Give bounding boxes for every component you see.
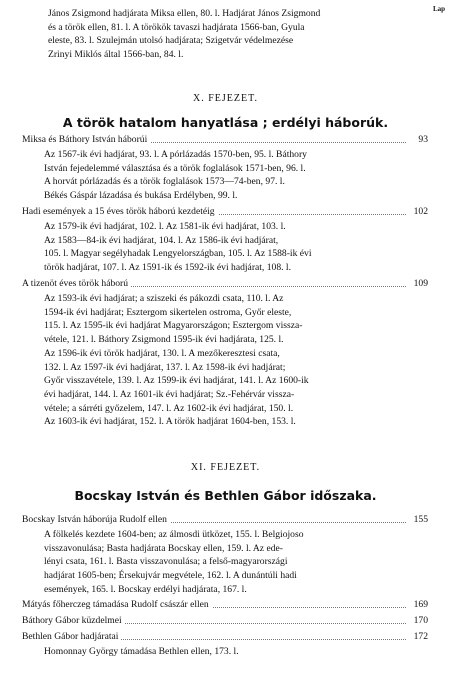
- entry-page: 170: [411, 614, 428, 628]
- text-line: 115. l. Az 1595-ik évi hadjárat Magyarországon; Esztergom vissza-: [44, 320, 303, 332]
- text-line: István fejedelemmé választása és a török foglalások 1571-ben, 96. l.: [44, 162, 306, 174]
- text-line: lényi csata, 161. l. Basta visszavonulása; a felső-magyarországi: [44, 556, 288, 568]
- text-line: Az 1579-ik évi hadjárat, 102. l. Az 1581-ik évi hadjárat, 103. l.: [44, 221, 286, 232]
- text-line: Az 1583—84-ik évi hadjárat, 104. l. Az 1586-ik évi hadjárat,: [44, 234, 279, 246]
- text-line: A horvát pórlázadás és a török foglalások 1573—74-ben, 97. l.: [44, 176, 285, 188]
- toc-entry: [22, 277, 428, 291]
- text-line: vétele; a sárréti győzelem, 147. l. Az 1602-ik évi hadjárat, 150. l.: [44, 402, 294, 414]
- entry-page: 93: [415, 133, 428, 147]
- text-line: visszavonulása; Basta hadjárata Bocskay ellen, 159. l. Az ede-: [44, 542, 283, 554]
- entry-title: Mátyás főherczeg támadása Rudolf császár ellen: [22, 598, 212, 612]
- entry-details: [44, 148, 428, 203]
- entry-title: A tizenöt éves török háború: [22, 277, 131, 291]
- text-line: hadjárat 1605-ben; Érsekujvár megvétele, 162. l. A dunántúli hadi: [44, 570, 297, 582]
- intro-block: [0, 7, 451, 62]
- entry-details: [44, 528, 428, 597]
- text-line: évi hadjárat, 144. l. Az 1601-ik évi hadjárat; Sz.-Fehérvár vissza-: [44, 388, 295, 400]
- text-line: eleste, 83. l. Szulejmán utolsó hadjárata; Szigetvár védelmezése: [48, 35, 294, 47]
- entry-page: 155: [411, 513, 428, 527]
- toc-entry: [22, 513, 428, 527]
- text-line: és a török ellen, 81. l. A törökök tavaszi hadjárata 1566-ban, Gyula: [48, 21, 305, 33]
- entry-page: 169: [411, 598, 428, 612]
- text-line: 105. l. Magyar segélyhadak Lengyelországban, 105. l. Az 1588-ik évi: [44, 248, 312, 260]
- text-line: Az 1567-ik évi hadjárat, 93. l. A pórlázadás 1570-ben, 95. l. Báthory: [44, 149, 307, 160]
- text-line: események, 165. l. Bocskay erdélyi hadjárata, 167. l.: [44, 583, 247, 595]
- entry-title: Bethlen Gábor hadjáratai: [22, 630, 121, 644]
- text-line: 132. l. Az 1597-ik évi hadjárat, 137. l. Az 1598-ik évi hadjárat;: [44, 361, 286, 373]
- toc-entry: [22, 133, 428, 147]
- text-line: Az 1596-ik évi török hadjárat, 130. l. A mezőkeresztesi csata,: [44, 347, 280, 359]
- text-line: Győr visszavétele, 139. l. Az 1599-ik évi hadjárat, 141. l. Az 1600-ik: [44, 375, 309, 387]
- text-line: János Zsigmond hadjárata Miksa ellen, 80. l. Hadjárat János Zsigmond: [48, 8, 321, 19]
- text-line: 1594-ik évi hadjárat; Esztergom sikertelen ostroma, Győr eleste,: [44, 306, 292, 318]
- entry-details: [44, 220, 428, 275]
- text-line: Zrinyi Miklós által 1566-ban, 84. l.: [48, 49, 184, 61]
- chapter-number: XI. FEJEZET.: [190, 462, 261, 473]
- toc-entry: [22, 614, 428, 628]
- toc-entry: [22, 205, 428, 219]
- entry-details: [44, 292, 428, 429]
- text-line: Az 1593-ik évi hadjárat; a sziszeki és pákozdi csata, 110. l. Az: [44, 293, 284, 304]
- text-line: török hadjárat, 107. l. Az 1591-ik és 1592-ik évi hadjárat, 108. l.: [44, 262, 291, 274]
- entry-title: Miksa és Báthory István háborúi: [22, 133, 150, 147]
- entry-page: 102: [411, 205, 428, 219]
- toc-entry: [22, 598, 428, 612]
- text-line: vétele, 121. l. Báthory Zsigmond 1595-ik évi hadjárata, 125. l.: [44, 334, 284, 346]
- chapter-title: A török hatalom hanyatlása ; erdélyi háborúk.: [62, 115, 389, 130]
- page-header: Lap: [432, 5, 445, 13]
- entry-title: Bocskay István háborúja Rudolf ellen: [22, 513, 170, 527]
- entry-page: 109: [411, 277, 428, 291]
- chapter-title: Bocskay István és Bethlen Gábor időszaka.: [74, 488, 377, 503]
- entry-title: Hadi események a 15 éves török háború kezdetéig: [22, 205, 218, 219]
- text-line: A fölkelés kezdete 1604-ben; az álmosdi ütközet, 155. l. Belgiojoso: [44, 529, 304, 540]
- entry-title: Báthory Gábor küzdelmei: [22, 614, 125, 628]
- toc-entry: [22, 630, 428, 644]
- entry-page: 172: [411, 630, 428, 644]
- entry-details: [44, 645, 428, 659]
- text-line: Békés Gáspár lázadása és bukása Erdélyben, 99. l.: [44, 190, 238, 202]
- text-line: Homonnay György támadása Bethlen ellen, 173. l.: [44, 646, 239, 657]
- text-line: Az 1603-ik évi hadjárat, 152. l. A török hadjárat 1604-ben, 153. l.: [44, 416, 296, 428]
- chapter-number: X. FEJEZET.: [193, 93, 258, 104]
